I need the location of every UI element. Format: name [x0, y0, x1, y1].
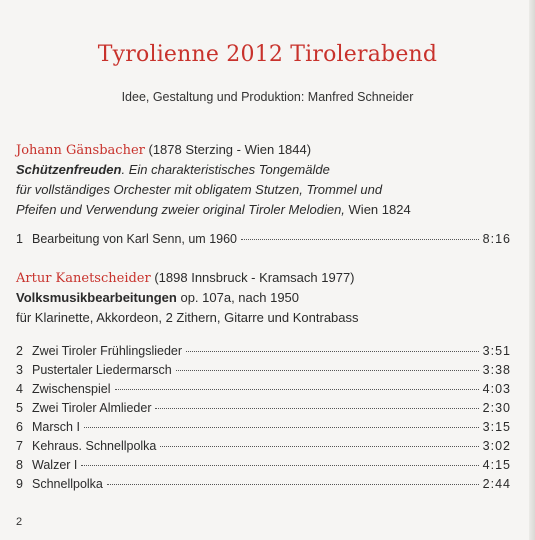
track-title: Zwischenspiel — [32, 382, 111, 396]
track-title: Schnellpolka — [32, 477, 103, 491]
work-description-1 — [16, 160, 516, 220]
work-title: Schützenfreuden — [16, 162, 122, 177]
work-desc-line2: für vollständiges Orchester mit obligatem Stutzen, Trommel und — [16, 182, 383, 197]
track-row — [16, 420, 511, 438]
track-number: 6 — [16, 420, 23, 434]
page-title: Tyrolienne 2012 Tirolerabend — [97, 42, 438, 67]
composer-name: Artur Kanetscheider — [16, 271, 151, 286]
dot-leader — [107, 484, 479, 485]
work-desc-line3-tail: Wien 1824 — [344, 202, 411, 217]
track-title: Pustertaler Liedermarsch — [32, 363, 172, 377]
track-duration: 3:38 — [482, 363, 511, 377]
track-row — [16, 439, 511, 457]
dot-leader — [81, 465, 478, 466]
dot-leader — [186, 351, 479, 352]
dot-leader — [241, 239, 479, 240]
work-instruments: für Klarinette, Akkordeon, 2 Zithern, Gitarre und Kontrabass — [16, 310, 359, 325]
track-row — [16, 363, 511, 381]
track-title: Zwei Tiroler Frühlingslieder — [32, 344, 183, 358]
dot-leader — [160, 446, 478, 447]
composer-dates: (1878 Sterzing - Wien 1844) — [148, 142, 312, 157]
dot-leader — [84, 427, 479, 428]
track-row — [16, 344, 511, 362]
track-row — [16, 232, 511, 250]
track-row — [16, 458, 511, 476]
composer-heading-2 — [16, 270, 355, 286]
track-duration: 8:16 — [482, 232, 511, 246]
track-row — [16, 382, 511, 400]
track-row — [16, 401, 511, 419]
track-duration: 3:15 — [482, 420, 511, 434]
page-number: 2 — [16, 516, 23, 528]
track-duration: 2:30 — [482, 401, 511, 415]
credit-line: Idee, Gestaltung und Produktion: Manfred Schneider — [121, 90, 414, 104]
page-edge — [529, 0, 535, 540]
track-number: 3 — [16, 363, 23, 377]
track-title: Marsch I — [32, 420, 80, 434]
track-duration: 2:44 — [482, 477, 511, 491]
dot-leader — [115, 389, 479, 390]
track-row — [16, 477, 511, 495]
composer-heading-1 — [16, 142, 311, 158]
track-number: 2 — [16, 344, 23, 358]
composer-name: Johann Gänsbacher — [16, 143, 145, 158]
track-duration: 4:03 — [482, 382, 511, 396]
track-number: 1 — [16, 232, 23, 246]
work-title: Volksmusikbearbeitungen — [16, 290, 177, 305]
track-number: 8 — [16, 458, 23, 472]
work-desc-line3: Pfeifen und Verwendung zweier original Tiroler Melodien, — [16, 202, 345, 217]
work-description-2 — [16, 288, 516, 328]
work-opus: op. 107a, nach 1950 — [176, 290, 300, 305]
track-title: Bearbeitung von Karl Senn, um 1960 — [32, 232, 237, 246]
track-duration: 4:15 — [482, 458, 511, 472]
track-number: 9 — [16, 477, 23, 491]
track-title: Zwei Tiroler Almlieder — [32, 401, 152, 415]
track-duration: 3:51 — [482, 344, 511, 358]
composer-dates: (1898 Innsbruck - Kramsach 1977) — [154, 270, 355, 285]
track-title: Walzer I — [32, 458, 78, 472]
track-number: 7 — [16, 439, 23, 453]
dot-leader — [155, 408, 478, 409]
track-title: Kehraus. Schnellpolka — [32, 439, 157, 453]
track-number: 4 — [16, 382, 23, 396]
dot-leader — [176, 370, 479, 371]
track-duration: 3:02 — [482, 439, 511, 453]
track-number: 5 — [16, 401, 23, 415]
work-desc-line1: . Ein charakteristisches Tongemälde — [121, 162, 330, 177]
